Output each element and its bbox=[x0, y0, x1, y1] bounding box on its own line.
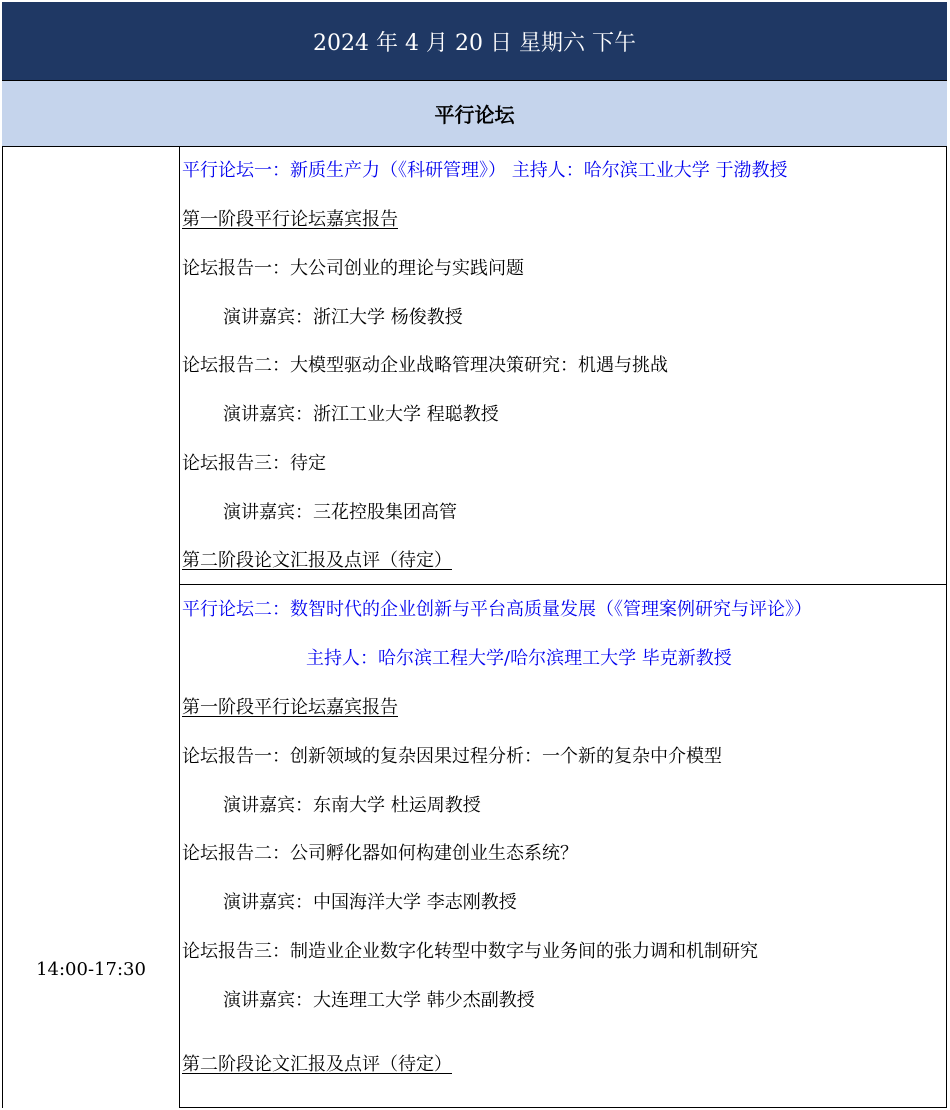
report-title: 论坛报告二：大模型驱动企业战略管理决策研究：机遇与挑战 bbox=[182, 355, 668, 376]
report-speaker: 演讲嘉宾：东南大学 杜运周教授 bbox=[223, 795, 481, 816]
section-title: 平行论坛 bbox=[434, 103, 515, 127]
report-speaker: 演讲嘉宾：浙江工业大学 程聪教授 bbox=[223, 404, 499, 425]
forum-one-stage1: 第一阶段平行论坛嘉宾报告 bbox=[182, 209, 398, 230]
report-speaker: 演讲嘉宾：中国海洋大学 李志刚教授 bbox=[223, 892, 517, 913]
report-speaker: 演讲嘉宾：浙江大学 杨俊教授 bbox=[223, 307, 463, 328]
report-title: 论坛报告一：大公司创业的理论与实践问题 bbox=[182, 258, 524, 279]
forum-one-title: 平行论坛一：新质生产力（《科研管理》） 主持人：哈尔滨工业大学 于渤教授 bbox=[182, 160, 788, 181]
report-title: 论坛报告三：制造业企业数字化转型中数字与业务间的张力调和机制研究 bbox=[182, 941, 758, 962]
date-line: 2024 年 4 月 20 日 星期六 下午 bbox=[313, 30, 636, 56]
forum-two-host: 主持人：哈尔滨工程大学/哈尔滨理工大学 毕克新教授 bbox=[306, 648, 732, 669]
report-title: 论坛报告二：公司孵化器如何构建创业生态系统？ bbox=[182, 843, 578, 864]
time-slot: 14:00-17:30 bbox=[36, 959, 146, 980]
time-column bbox=[2, 147, 180, 1108]
forum-two-stage1: 第一阶段平行论坛嘉宾报告 bbox=[182, 697, 398, 718]
report-title: 论坛报告一：创新领域的复杂因果过程分析：一个新的复杂中介模型 bbox=[182, 746, 722, 767]
forum-two-stage2: 第二阶段论文汇报及点评（待定） bbox=[182, 1054, 452, 1075]
forum-one-stage2: 第二阶段论文汇报及点评（待定） bbox=[182, 550, 452, 571]
date-header bbox=[2, 2, 947, 81]
report-speaker: 演讲嘉宾：三花控股集团高管 bbox=[223, 502, 457, 523]
report-title: 论坛报告三：待定 bbox=[182, 453, 326, 474]
forum-one-cell bbox=[180, 147, 947, 585]
forum-two-cell bbox=[180, 585, 947, 1108]
report-speaker: 演讲嘉宾：大连理工大学 韩少杰副教授 bbox=[223, 990, 535, 1011]
section-header bbox=[2, 81, 947, 147]
forum-two-title: 平行论坛二：数智时代的企业创新与平台高质量发展（《管理案例研究与评论》） bbox=[182, 599, 812, 620]
